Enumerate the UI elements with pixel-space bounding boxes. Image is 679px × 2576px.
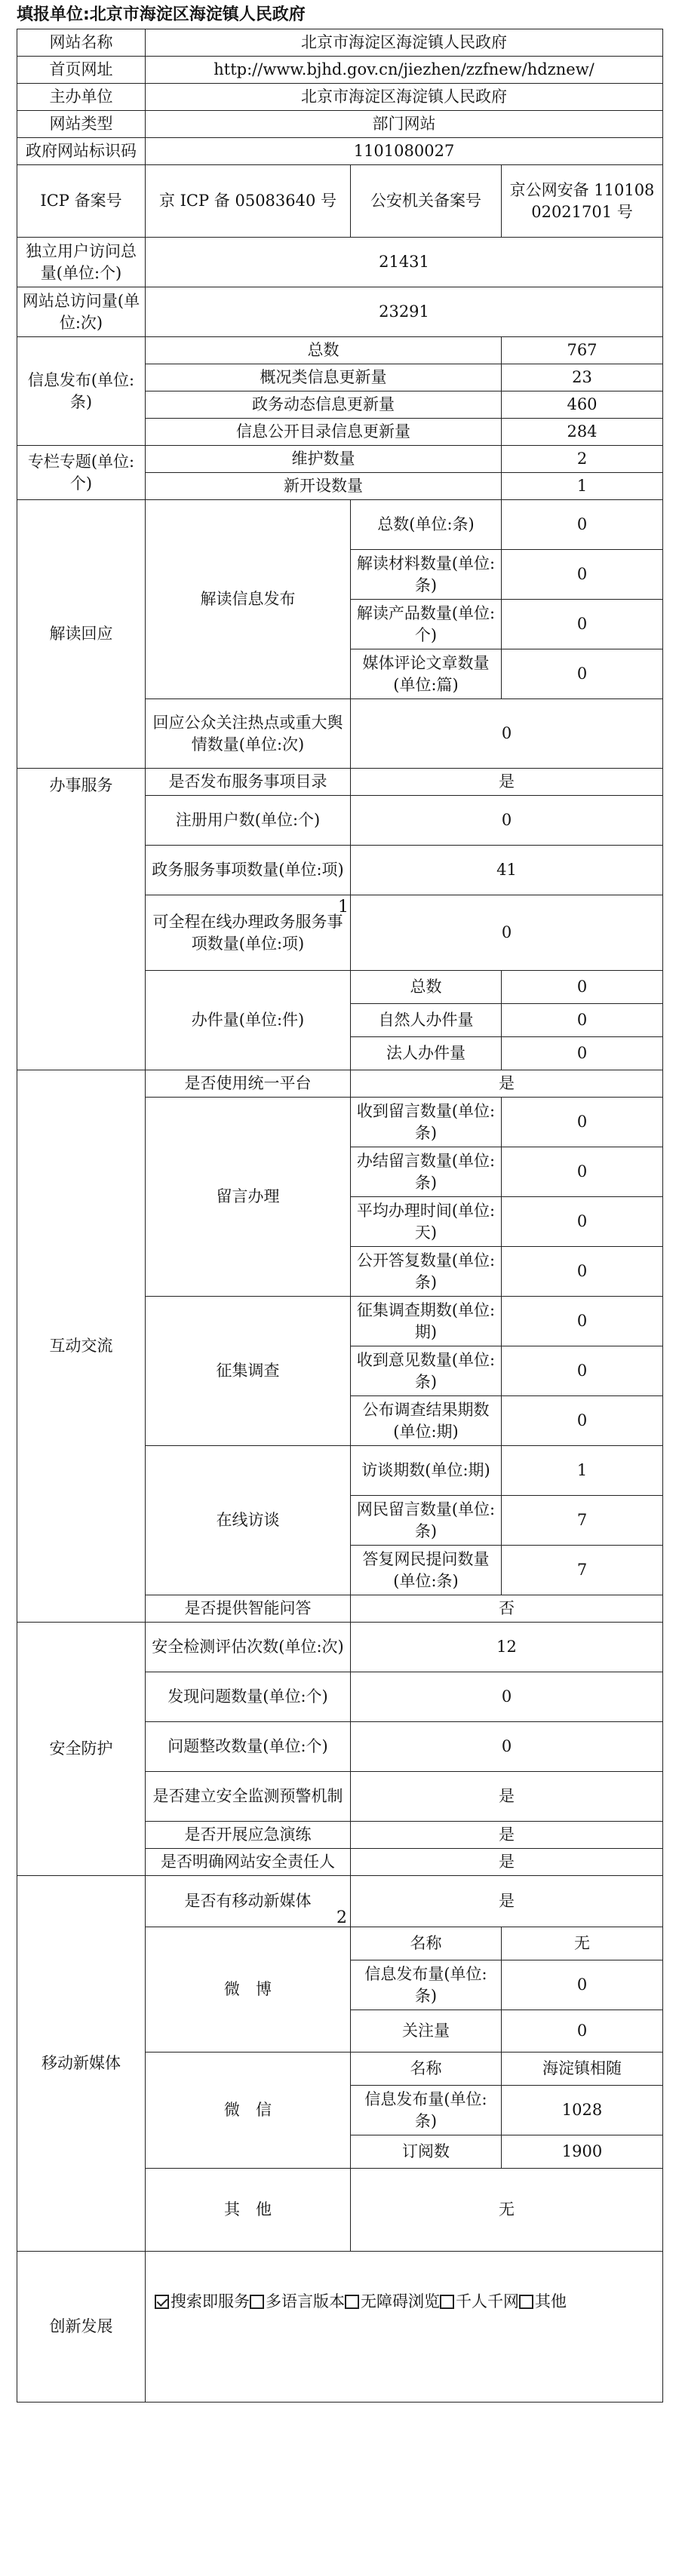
page-mark: 1 [338,898,349,916]
info-item-value: 23 [502,364,663,391]
sponsor-label: 主办单位 [17,84,146,111]
innovation-option[interactable] [519,2291,567,2312]
talk-label: 在线访谈 [146,1446,351,1595]
security-item-label: 是否开展应急演练 [146,1822,351,1849]
interpret-item-value: 0 [502,550,663,600]
service-online-value: 0 [351,895,663,971]
msg-label: 留言办理 [146,1098,351,1297]
site-name-label: 网站名称 [17,29,146,57]
row-type [17,111,663,138]
column-item-value: 2 [502,446,663,473]
interact-platform-label: 是否使用统一平台 [146,1070,351,1098]
innovation-checkbox-row [150,2291,658,2312]
police-label: 公安机关备案号 [351,165,502,238]
security-label: 安全防护 [17,1623,146,1876]
service-users-value: 0 [351,796,663,846]
wechat-item-label: 名称 [351,2053,502,2086]
service-handle-label: 办件量(单位:件) [146,971,351,1070]
weibo-item-value: 0 [502,1960,663,2010]
report-header: 填报单位:北京市海淀区海淀镇人民政府 [17,5,306,24]
police-value: 京公网安备 11010802021701 号 [502,165,663,238]
service-catalog-label: 是否发布服务事项目录 [146,769,351,796]
security-item-label: 发现问题数量(单位:个) [146,1672,351,1722]
row-code [17,138,663,165]
innovation-option-label: 无障碍浏览 [361,2292,440,2310]
interact-qa-value: 否 [351,1595,663,1623]
row-home [17,57,663,84]
mobile-has-label: 是否有移动新媒体 [146,1876,351,1927]
security-item-label: 安全检测评估次数(单位:次) [146,1623,351,1672]
uv-label: 独立用户访问总量(单位:个) [17,238,146,287]
msg-item-value: 0 [502,1197,663,1247]
info-item-label: 政务动态信息更新量 [146,391,502,419]
security-item-label: 是否明确网站安全责任人 [146,1849,351,1876]
row-pv [17,287,663,337]
checkbox-icon[interactable] [250,2295,264,2309]
innovation-option[interactable] [345,2291,440,2312]
interact-label: 互动交流 [17,1070,146,1623]
survey-item-label: 收到意见数量(单位:条) [351,1346,502,1396]
info-item-value: 284 [502,419,663,446]
checkbox-icon[interactable] [440,2295,454,2309]
mobile-label: 移动新媒体 [17,1876,146,2252]
survey-item-label: 公布调查结果期数(单位:期) [351,1396,502,1446]
interpret-item-value: 0 [502,500,663,550]
wechat-item-label: 订阅数 [351,2135,502,2169]
msg-item-label: 办结留言数量(单位:条) [351,1147,502,1197]
service-catalog-value: 是 [351,769,663,796]
site-name-value: 北京市海淀区海淀镇人民政府 [146,29,663,57]
handle-item-label: 法人办件量 [351,1037,502,1070]
wechat-item-value: 1900 [502,2135,663,2169]
security-item-value: 是 [351,1772,663,1822]
row-uv [17,238,663,287]
interact-platform-value: 是 [351,1070,663,1098]
handle-item-label: 总数 [351,971,502,1004]
msg-item-label: 收到留言数量(单位:条) [351,1098,502,1147]
survey-item-value: 0 [502,1297,663,1346]
security-item-value: 是 [351,1822,663,1849]
survey-item-label: 征集调查期数(单位:期) [351,1297,502,1346]
security-item-value: 0 [351,1722,663,1772]
row-info-0 [17,337,663,364]
row-column-0 [17,446,663,473]
security-item-value: 0 [351,1672,663,1722]
security-item-label: 是否建立安全监测预警机制 [146,1772,351,1822]
mobile-has-value: 是 [351,1876,663,1927]
uv-value: 21431 [146,238,663,287]
pv-value: 23291 [146,287,663,337]
row-sponsor [17,84,663,111]
icp-value: 京 ICP 备 05083640 号 [146,165,351,238]
column-label: 专栏专题(单位:个) [17,446,146,500]
row-security-0 [17,1623,663,1672]
interpret-item-label: 总数(单位:条) [351,500,502,550]
home-value: http://www.bjhd.gov.cn/jiezhen/zzfnew/hdznew/ [146,57,663,84]
checkbox-checked-icon[interactable] [155,2295,169,2309]
pv-label: 网站总访问量(单位:次) [17,287,146,337]
row-icp [17,165,663,238]
info-item-label: 信息公开目录信息更新量 [146,419,502,446]
talk-item-label: 网民留言数量(单位:条) [351,1496,502,1546]
sponsor-value: 北京市海淀区海淀镇人民政府 [146,84,663,111]
mobile-other-value: 无 [351,2169,663,2252]
interpret-item-label: 媒体评论文章数量(单位:篇) [351,649,502,699]
innovation-options [146,2252,663,2403]
handle-item-value: 0 [502,971,663,1004]
innovation-label: 创新发展 [17,2252,146,2403]
column-item-label: 新开设数量 [146,473,502,500]
handle-item-value: 0 [502,1004,663,1037]
innovation-option[interactable] [440,2291,519,2312]
info-item-label: 概况类信息更新量 [146,364,502,391]
service-online-label: 可全程在线办理政务服务事项数量(单位:项) [146,895,351,971]
wechat-item-value: 海淀镇相随 [502,2053,663,2086]
wechat-label: 微 信 [146,2053,351,2169]
info-item-value: 460 [502,391,663,419]
interpret-item-value: 0 [502,600,663,649]
weibo-item-label: 名称 [351,1927,502,1960]
row-interpret-0 [17,500,663,550]
page-mark: 2 [336,1908,347,1927]
checkbox-icon[interactable] [345,2295,359,2309]
talk-item-label: 答复网民提问数量(单位:条) [351,1546,502,1595]
survey-label: 征集调查 [146,1297,351,1446]
code-label: 政府网站标识码 [17,138,146,165]
type-label: 网站类型 [17,111,146,138]
security-item-value: 12 [351,1623,663,1672]
service-items-label: 政务服务事项数量(单位:项) [146,846,351,895]
msg-item-value: 0 [502,1247,663,1297]
weibo-item-label: 关注量 [351,2010,502,2053]
wechat-item-label: 信息发布量(单位:条) [351,2086,502,2135]
row-interact-platform [17,1070,663,1098]
innovation-option[interactable] [155,2291,250,2312]
column-item-value: 1 [502,473,663,500]
interact-qa-label: 是否提供智能问答 [146,1595,351,1623]
row-site-name [17,29,663,57]
talk-item-value: 7 [502,1546,663,1595]
innovation-option-label: 千人千网 [456,2292,519,2310]
innovation-option-label: 搜索即服务 [171,2292,250,2310]
msg-item-value: 0 [502,1147,663,1197]
interpret-label: 解读回应 [17,500,146,769]
wechat-item-value: 1028 [502,2086,663,2135]
talk-item-value: 7 [502,1496,663,1546]
info-label: 信息发布(单位:条) [17,337,146,446]
service-items-value: 41 [351,846,663,895]
interpret-response-value: 0 [351,699,663,769]
msg-item-label: 平均办理时间(单位:天) [351,1197,502,1247]
home-label: 首页网址 [17,57,146,84]
weibo-item-value: 无 [502,1927,663,1960]
code-value: 1101080027 [146,138,663,165]
service-label: 办事服务 [17,769,146,1070]
row-service-catalog [17,769,663,796]
talk-item-label: 访谈期数(单位:期) [351,1446,502,1496]
report-table [17,29,663,2403]
talk-item-value: 1 [502,1446,663,1496]
weibo-label: 微 博 [146,1927,351,2053]
weibo-item-value: 0 [502,2010,663,2053]
interpret-item-value: 0 [502,649,663,699]
security-item-value: 是 [351,1849,663,1876]
survey-item-value: 0 [502,1396,663,1446]
security-item-label: 问题整改数量(单位:个) [146,1722,351,1772]
icp-label: ICP 备案号 [17,165,146,238]
innovation-option-label: 多语言版本 [266,2292,345,2310]
service-users-label: 注册用户数(单位:个) [146,796,351,846]
handle-item-value: 0 [502,1037,663,1070]
info-item-value: 767 [502,337,663,364]
interpret-sub-label: 解读信息发布 [146,500,351,699]
column-item-label: 维护数量 [146,446,502,473]
info-item-label: 总数 [146,337,502,364]
row-innovation [17,2252,663,2403]
msg-item-value: 0 [502,1098,663,1147]
weibo-item-label: 信息发布量(单位:条) [351,1960,502,2010]
interpret-item-label: 解读材料数量(单位:条) [351,550,502,600]
interpret-response-label: 回应公众关注热点或重大舆情数量(单位:次) [146,699,351,769]
type-value: 部门网站 [146,111,663,138]
interpret-item-label: 解读产品数量(单位:个) [351,600,502,649]
mobile-other-label: 其 他 [146,2169,351,2252]
innovation-option-label: 其他 [535,2292,567,2310]
msg-item-label: 公开答复数量(单位:条) [351,1247,502,1297]
checkbox-icon[interactable] [519,2295,533,2309]
handle-item-label: 自然人办件量 [351,1004,502,1037]
innovation-option[interactable] [250,2291,345,2312]
survey-item-value: 0 [502,1346,663,1396]
